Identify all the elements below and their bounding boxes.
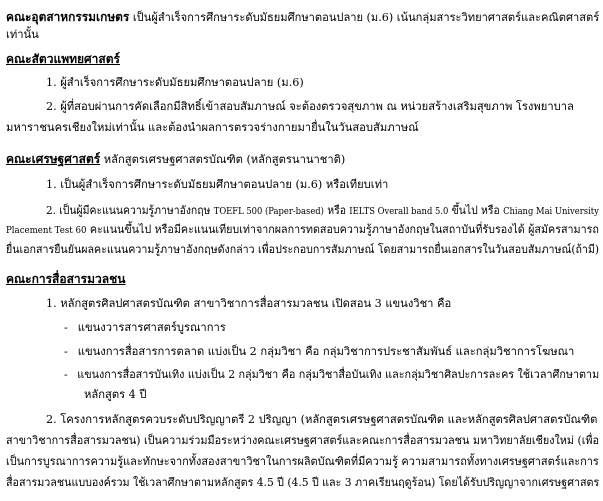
econ-heading xyxy=(6,151,345,168)
econ-item-2-placement: Placement Test 60 xyxy=(6,226,87,236)
mass-sub-3-line-2: หลักสูตร 4 ปี xyxy=(84,388,147,401)
agro-paragraph-line-2: เท่านั้น xyxy=(6,28,39,41)
econ-item-2-line-1 xyxy=(46,203,599,220)
mass-item-2-line-2: สาขาวิชาการสื่อสารมวลชน) เป็นความร่วมมือระหว่างคณะเศรษฐศาสตร์และคณะการสื่อสารมวลชน มหาวิทยาลัยเชียงใหม่ (เพื่อ xyxy=(6,434,600,447)
dash-bullet: - xyxy=(64,368,68,381)
agro-title: คณะอุตสาหกรรมเกษตร xyxy=(6,10,130,24)
econ-item-2-cmu: Chiang Mai University xyxy=(503,207,599,217)
econ-item-2-line-2 xyxy=(6,222,599,239)
agro-paragraph-line-1 xyxy=(6,9,599,26)
dash-bullet: - xyxy=(64,321,68,334)
mass-sub-2-text: แขนงการสื่อสารการตลาด แบ่งเป็น 2 กลุ่มวิชา คือ กลุ่มวิชาการประชาสัมพันธ์ และกลุ่มวิชาการโฆษณา xyxy=(77,345,575,358)
mass-sub-1-text: แขนงวารสารศาสตร์บูรณาการ xyxy=(77,321,226,334)
mass-item-1: 1. หลักสูตรศิลปศาสตรบัณฑิต สาขาวิชาการสื่อสารมวลชน เปิดสอน 3 แขนงวิชา คือ xyxy=(46,297,452,310)
econ-item-2-toefl: TOEFL 500 (Paper-based) xyxy=(213,207,324,217)
econ-item-2-line-2-text: คะแนนขึ้นไป หรือมีคะแนนเทียบเท่าจากผลการทดสอบความรู้ภาษาอังกฤษในสถาบันที่รับรองได้ ผู้สมัครสามารถ xyxy=(89,223,599,236)
mass-item-2-line-1: 2. โครงการหลักสูตรควบระดับปริญญาตรี 2 ปริญญา (หลักสูตรเศรษฐศาสตรบัณฑิต และหลักสูตรศิลปศาสตรบัณฑิต xyxy=(46,413,598,426)
vet-item-2-line-2: มหาราชนครเชียงใหม่เท่านั้น และต้องนำผลการตรวจร่างกายมายื่นในวันสอบสัมภาษณ์ xyxy=(6,121,419,134)
mass-title: คณะการสื่อสารมวลชน xyxy=(6,272,126,286)
mass-item-2-line-3: เป็นการบูรณาการความรู้และทักษะจากทั้งสองสาขาวิชาในการผลิตบัณฑิตที่มีความรู้ ความสามารถทั้งทางเศรษฐศาสตร์และการ xyxy=(6,455,599,468)
mass-sub-2 xyxy=(64,344,574,360)
mass-item-2-line-4: สื่อสารมวลชนแบบองค์รวม ใช้เวลาศึกษาตามหลักสูตร 4.5 ปี (4.5 ปี และ 3 ภาคเรียนฤดูร้อน) โดยได้รับปริญญาจากเศรษฐศาสตร xyxy=(6,476,600,489)
vet-item-2-line-1: 2. ผู้ที่สอบผ่านการคัดเลือกมีสิทธิ์เข้าสอบสัมภาษณ์ จะต้องตรวจสุขภาพ ณ หน่วยสร้างเสริมสุขภาพ โรงพยาบาล xyxy=(46,100,574,113)
econ-item-2-or-2: หรือ xyxy=(481,204,500,217)
mass-sub-3-text: แขนงการสื่อสารบันเทิง แบ่งเป็น 2 กลุ่มวิชา คือ กลุ่มวิชาสื่อบันเทิง และกลุ่มวิชาศิลปะการละคร ใช้เวลาศึกษาตาม xyxy=(77,368,600,381)
mass-sub-3-line-1 xyxy=(64,367,599,383)
econ-item-2-upwards: ขึ้นไป xyxy=(451,204,478,217)
mass-sub-1 xyxy=(64,320,226,336)
econ-subtitle: หลักสูตรเศรษฐศาสตรบัณฑิต (หลักสูตรนานาชาติ) xyxy=(103,153,346,166)
dash-bullet: - xyxy=(64,345,68,358)
econ-item-2-part-a: 2. เป็นผู้มีคะแนนความรู้ภาษาอังกฤษ xyxy=(46,204,211,217)
econ-item-2-ielts: IELTS Overall band 5.0 xyxy=(349,207,449,217)
agro-text: เป็นผู้สำเร็จการศึกษาระดับมัธยมศึกษาตอนปลาย (ม.6) เน้นกลุ่มสาระวิทยาศาสตร์และคณิตศาสตร์ xyxy=(132,11,600,24)
econ-item-2-or-1: หรือ xyxy=(327,204,346,217)
vet-title: คณะสัตวแพทยศาสตร์ xyxy=(6,52,120,66)
econ-item-1: 1. เป็นผู้สำเร็จการศึกษาระดับมัธยมศึกษาตอนปลาย (ม.6) หรือเทียบเท่า xyxy=(46,178,389,191)
econ-item-2-line-3: ยื่นเอกสารยืนยันผลคะแนนความรู้ภาษาอังกฤษดังกล่าว เพื่อประกอบการสัมภาษณ์ โดยสามารถยื่นเอกสารในวันสอบสัมภาษณ์(ถ้ามี) xyxy=(6,243,600,256)
vet-item-1: 1. ผู้สำเร็จการศึกษาระดับมัธยมศึกษาตอนปลาย (ม.6) xyxy=(46,76,304,89)
econ-title: คณะเศรษฐศาสตร์ xyxy=(6,152,101,166)
